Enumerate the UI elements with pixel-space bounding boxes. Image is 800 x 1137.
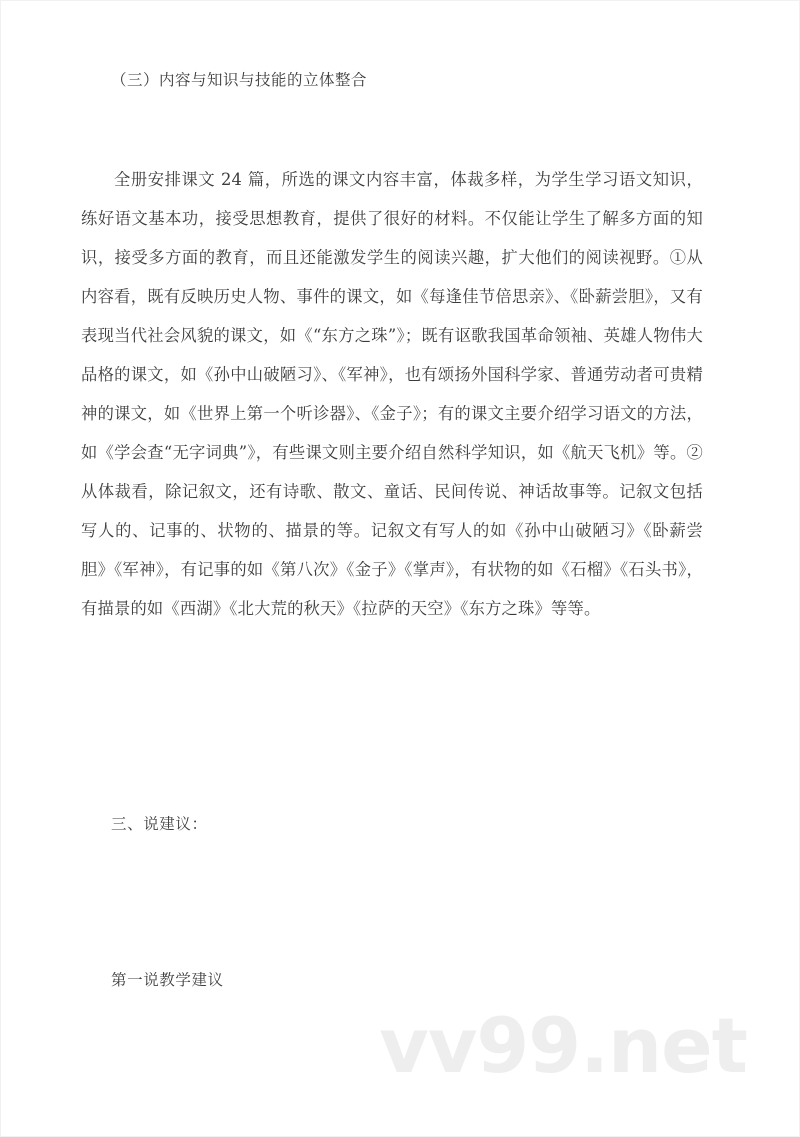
section-heading: （三）内容与知识与技能的立体整合 bbox=[111, 71, 368, 89]
suggestions-heading: 三、说建议： bbox=[111, 815, 208, 833]
teaching-suggestions-heading: 第一说教学建议 bbox=[111, 971, 224, 989]
body-paragraph: 全册安排课文 24 篇，所选的课文内容丰富，体裁多样，为学生学习语文知识，练好语文基本功，接受思想教育，提供了很好的材料。不仅能让学生了解多方面的知识，接受多方面的教育，而且还能激发学生的阅读兴趣，扩大他们的阅读视野。①从内容看，既有反映历史人物、事件的课文，如《每逢佳节倍思亲》、《卧薪尝胆》，又有表现当代社会风貌的课文，如《“东方之珠”》；既有讴歌我国革命领袖、英雄人物伟大品格的课文，如《孙中山破陋习》、《军神》，也有颂扬外国科学家、普通劳动者可贵精神的课文，如《世界上第一个听诊器》、《金子》；有的课文主要介绍学习语文的方法，如《学会查“无字词典”》，有些课文则主要介绍自然科学知识，如《航天飞机》等。②从体裁看，除记叙文，还有诗歌、散文、童话、民间传说、神话故事等。记叙文包括写人的、记事的、状物的、描景的等。记叙文有写人的如《孙中山破陋习》《卧薪尝胆》《军神》，有记事的如《第八次》《金子》《掌声》，有状物的如《石榴》《石头书》，有描景的如《西湖》《北大荒的秋天》《拉萨的天空》《东方之珠》等等。 bbox=[81, 170, 703, 619]
site-watermark: vv99.net bbox=[379, 1001, 747, 1090]
